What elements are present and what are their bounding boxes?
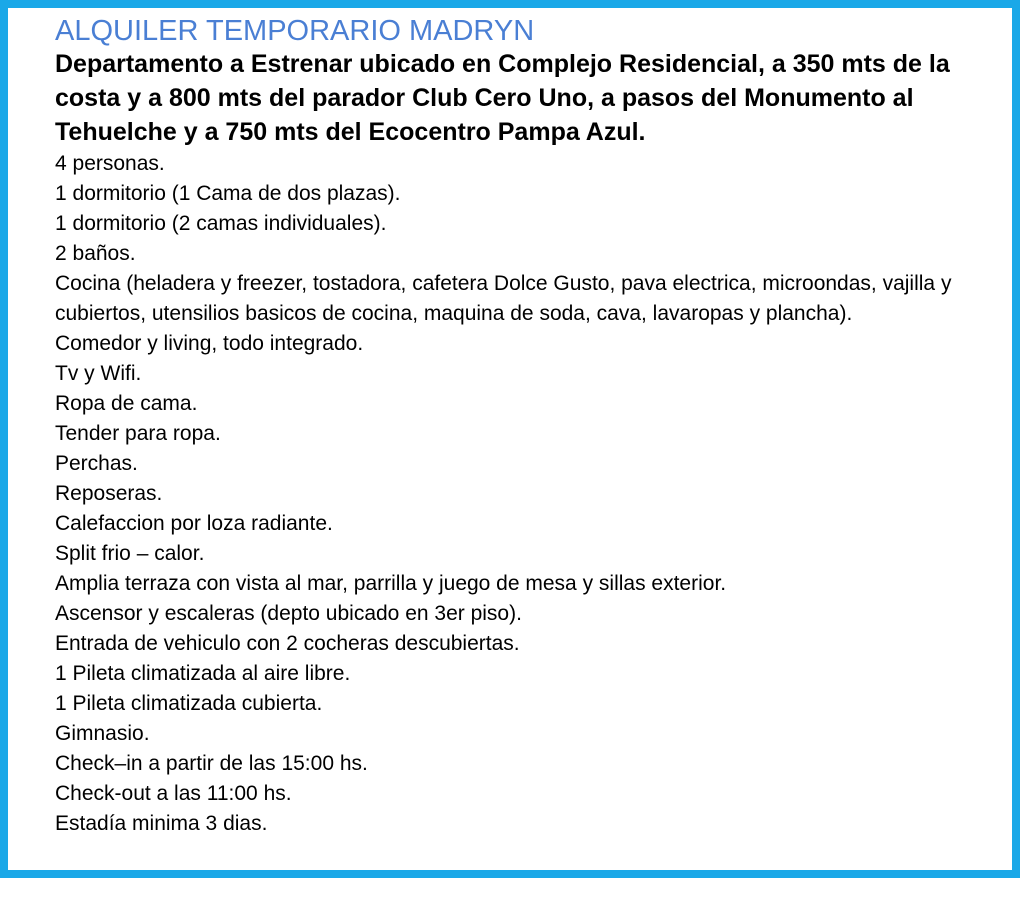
document-content xyxy=(55,15,1015,839)
amenity-item: 4 personas. xyxy=(55,152,165,175)
amenity-item: 1 dormitorio (2 camas individuales). xyxy=(55,212,387,235)
amenity-item: Comedor y living, todo integrado. xyxy=(55,332,364,355)
amenity-item: Split frio – calor. xyxy=(55,542,205,565)
amenity-item: Calefaccion por loza radiante. xyxy=(55,512,333,535)
page-title: ALQUILER TEMPORARIO MADRYN xyxy=(55,15,535,47)
amenity-item: 1 dormitorio (1 Cama de dos plazas). xyxy=(55,182,401,205)
amenity-item: Tv y Wifi. xyxy=(55,362,142,385)
property-description: Departamento a Estrenar ubicado en Complejo Residencial, a 350 mts de la costa y a 800 mts del parador Club Cero Uno, a pasos del Monumento al Tehuelche y a 750 mts del Ecocentro Pampa Azul. xyxy=(55,50,950,146)
amenities-list xyxy=(55,149,1015,839)
amenity-item: Ascensor y escaleras (depto ubicado en 3er piso). xyxy=(55,602,522,625)
amenity-item: 1 Pileta climatizada cubierta. xyxy=(55,692,323,715)
amenity-item: Reposeras. xyxy=(55,482,163,505)
amenity-item: Perchas. xyxy=(55,452,138,475)
amenity-item: Amplia terraza con vista al mar, parrilla y juego de mesa y sillas exterior. xyxy=(55,572,727,595)
page-bottom-margin xyxy=(0,878,1020,900)
amenity-item: Gimnasio. xyxy=(55,722,150,745)
amenity-item: Check–in a partir de las 15:00 hs. xyxy=(55,752,368,775)
amenity-item: Tender para ropa. xyxy=(55,422,221,445)
amenity-item: Ropa de cama. xyxy=(55,392,198,415)
amenity-item: Entrada de vehiculo con 2 cocheras descubiertas. xyxy=(55,632,520,655)
amenity-item: 1 Pileta climatizada al aire libre. xyxy=(55,662,351,685)
amenity-item: Estadía minima 3 dias. xyxy=(55,812,268,835)
amenity-item: 2 baños. xyxy=(55,242,136,265)
amenity-item: Cocina (heladera y freezer, tostadora, cafetera Dolce Gusto, pava electrica, microondas, vajilla y cubiertos, utensilios basicos de cocina, maquina de soda, cava, lavaropas y plancha). xyxy=(55,272,952,325)
amenity-item: Check-out a las 11:00 hs. xyxy=(55,782,292,805)
